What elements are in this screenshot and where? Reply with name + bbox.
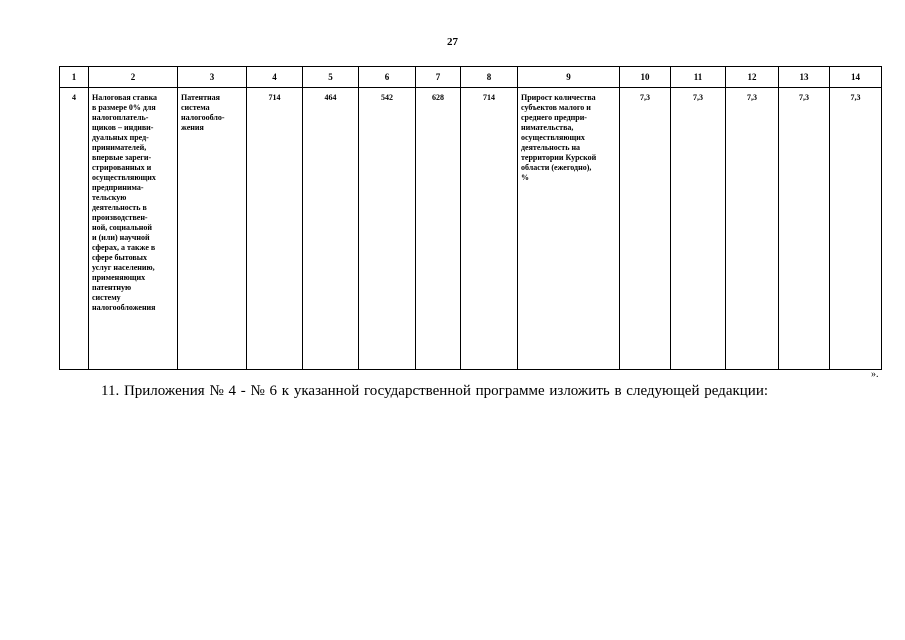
header-cell: 8 [461,67,518,88]
header-cell: 10 [620,67,671,88]
header-cell: 4 [247,67,303,88]
header-cell: 1 [60,67,89,88]
value-cell-5: 464 [303,88,359,370]
header-cell: 13 [779,67,830,88]
data-table [59,66,882,370]
page-number: 27 [447,36,458,48]
header-cell: 2 [89,67,178,88]
measure-name-cell [89,88,178,370]
header-cell: 11 [671,67,726,88]
value-cell-11: 7,3 [671,88,726,370]
value-cell-10: 7,3 [620,88,671,370]
header-cell: 12 [726,67,779,88]
tax-system-cell [178,88,247,370]
closing-quote-mark: ». [871,369,879,380]
table-header-row [60,67,882,88]
value-cell-13: 7,3 [779,88,830,370]
indicator-text: Прирост количества субъектов малого и среднего предпри- нимательства, осуществляющих деятельность на территории Курской области (ежегодно), % [521,93,597,182]
measure-name-text: Налоговая ставка в размере 0% для налогоплатель- щиков – индиви- дуальных пред- принимателей, впервые зареги- стрированных и осуществляющих предпринима- тельскую деятельность в производствен- ной, социальной и (или) научной сферах, а также в сфере бытовых услуг населению, применяющих патентную систему налогообложения [92,93,158,312]
indicator-cell [518,88,620,370]
value-cell-12: 7,3 [726,88,779,370]
tax-system-text: Патентная система налогообло- жения [181,93,225,132]
header-cell: 3 [178,67,247,88]
value-cell-6: 542 [359,88,416,370]
header-cell: 14 [830,67,882,88]
value-cell-7: 628 [416,88,461,370]
value-cell-14: 7,3 [830,88,882,370]
header-cell: 5 [303,67,359,88]
value-cell-8: 714 [461,88,518,370]
header-cell: 9 [518,67,620,88]
value-cell-4: 714 [247,88,303,370]
header-cell: 6 [359,67,416,88]
row-number-cell: 4 [60,88,89,370]
header-cell: 7 [416,67,461,88]
table-row [60,88,882,370]
amendment-paragraph: 11. Приложения № 4 - № 6 к указанной государственной программе изложить в следующей редакции: [101,383,769,399]
